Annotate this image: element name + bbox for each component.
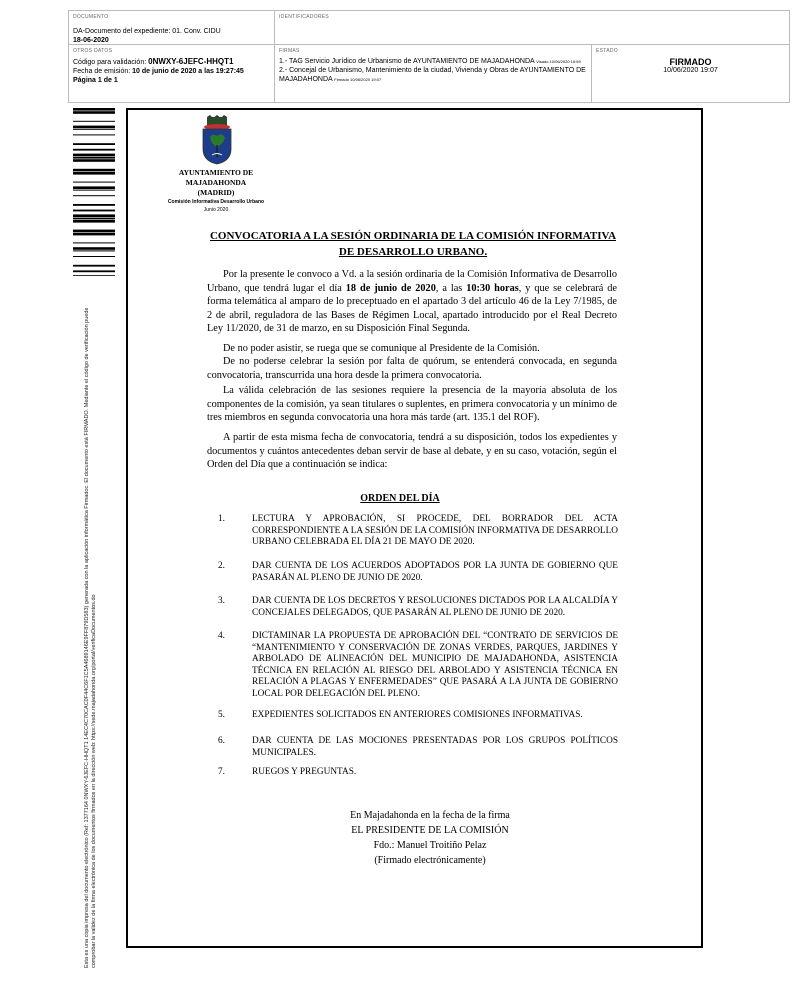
issue-date-label: Fecha de emisión: [73, 68, 131, 75]
agenda-item-number: 7. [218, 767, 225, 777]
paragraph-2: De no poder asistir, se ruega que se comunique al Presidente de la Comisión. [223, 343, 540, 354]
org-line-3: (MADRID) [197, 188, 235, 197]
signature-1 [279, 57, 587, 66]
signatures-label: FIRMAS [279, 48, 300, 54]
status-date: 10/06/2020 19:07 [663, 67, 718, 74]
org-commission: Comisión Informativa Desarrollo Urbano [167, 199, 265, 205]
barcode-image [73, 108, 115, 276]
agenda-item-number: 5. [218, 710, 225, 720]
signature-1-date: Visado 10/06/2020 16:59 [536, 59, 581, 64]
document-label: DOCUMENTO [73, 14, 109, 20]
p1-text-a: Por la presente le convoco a Vd. a la sesión ordinaria de la Comisión Informativa de Desarrollo Urbano, que tendrá lugar el día [207, 269, 617, 294]
agenda-item-text: DAR CUENTA DE LOS ACUERDOS ADOPTADOS POR LA JUNTA DE GOBIERNO QUE PASARÁN AL PLENO DE JUNIO DE 2020. [252, 561, 618, 583]
status-value: FIRMADO [669, 57, 712, 67]
meeting-time: 10:30 horas [466, 282, 519, 294]
paragraph-convocation [207, 268, 617, 339]
meeting-date: 18 de junio de 2020 [345, 282, 436, 294]
identifiers-label: IDENTIFICADORES [279, 14, 330, 20]
status-cell [592, 45, 789, 102]
other-data-cell [69, 45, 275, 102]
signature-2-date: Firmado 10/06/2020 19:07 [334, 77, 382, 82]
paragraph-1 [207, 268, 617, 336]
paragraph-documents [207, 431, 617, 475]
document-cell [69, 11, 275, 45]
agenda-item-text: EXPEDIENTES SOLICITADOS EN ANTERIORES COMISIONES INFORMATIVAS. [252, 710, 583, 720]
signature-2 [279, 66, 587, 84]
agenda-item-text: DICTAMINAR LA PROPUESTA DE APROBACIÓN DEL “CONTRATO DE SERVICIOS DE “MANTENIMIENTO Y CONSERVACIÓN DE ZONAS VERDES, PARQUES, JARDINES Y ARBOLADO DE ALINEACIÓN DEL MUNICIPIO DE MAJADAHONDA, ASISTENCIA TÉCNICA EN RELACIÓN AL RIESGO DEL ARBOLADO Y ASISTENCIA TÉCNICA EN RELACIÓN A PLAGAS Y ENFERMEDADES” QUE PASARÁ A LA JUNTA DE GOBIERNO LOCAL POR DELEGACIÓN DEL PLENO. [252, 631, 618, 699]
document-date: 18-06-2020 [73, 37, 109, 44]
signature-2-text: 2.- Concejal de Urbanismo, Mantenimiento de la ciudad, Vivienda y Obras de AYUNTAMIENTO DE MAJADAHONDA [279, 67, 586, 83]
paragraph-5: A partir de esta misma fecha de convocatoria, tendrá a su disposición, todos los expedientes y documentos y cuántos antecedentes deban servir de base al debate, y en su caso, votación, según el Orden del Día que a continuación se indica: [207, 432, 617, 470]
signature-block [300, 808, 560, 868]
signature-note: (Firmado electrónicamente) [374, 855, 486, 866]
agenda-item-text: RUEGOS Y PREGUNTAS. [252, 767, 357, 777]
validation-code-label: Código para validación: [73, 59, 147, 66]
agenda-item-text: DAR CUENTA DE LOS DECRETOS Y RESOLUCIONES DICTADOS POR LA ALCALDÍA Y CONCEJALES DELEGADOS, QUE PASARÁN AL PLENO DE JUNIO DE 2020. [252, 596, 618, 618]
document-name: DA-Documento del expediente: 01. Conv. CIDU [73, 28, 221, 35]
agenda-item-number: 4. [218, 631, 225, 641]
signature-1-text: 1.- TAG Servicio Jurídico de Urbanismo de AYUNTAMIENTO DE MAJADAHONDA [279, 58, 535, 65]
title-line-2: DE DESARROLLO URBANO. [338, 246, 488, 258]
org-date: Junio 2020 [203, 207, 229, 213]
p1-text-b: , a las [435, 282, 467, 294]
paragraph-3: De no poderse celebrar la sesión por falta de quórum, se entenderá convocada, en segunda convocatoria, transcurrida una hora desde la primera convocatoria. [207, 356, 617, 381]
agenda-item-number: 6. [218, 736, 225, 746]
paragraph-4: La válida celebración de las sesiones requiere la presencia de la mayoría absoluta de los componentes de la comisión, ya sean titulares o suplentes, en primera convocatoria y un mínimo de tres miembros en segunda convocatoria una hora más tarde (art. 135.1 del ROF). [207, 385, 617, 423]
signature-place: En Majadahonda en la fecha de la firma [350, 810, 510, 821]
issue-date-row [73, 67, 270, 76]
other-data-label: OTROS DATOS [73, 48, 113, 54]
page-title [190, 228, 636, 260]
org-line-2: MAJADAHONDA [185, 178, 247, 187]
coat-of-arms-icon [200, 115, 234, 165]
title-line-1: CONVOCATORIA A LA SESIÓN ORDINARIA DE LA COMISIÓN INFORMATIVA [209, 230, 617, 242]
paragraph-quorum [207, 355, 617, 385]
signatures-cell [275, 45, 592, 102]
status-label: ESTADO [596, 48, 618, 54]
page-count: Página 1 de 1 [73, 77, 118, 84]
agenda-item-number: 1. [218, 514, 225, 524]
agenda-item-number: 3. [218, 596, 225, 606]
p1-text-c: , y que se celebrará de forma telemática al amparo de lo preceptuado en el apartado 3 del artículo 46 de la Ley 7/1985, de 2 de abril, reguladora de las Bases de Régimen Local, apartado introducido por el Real Decreto Ley 11/2020, de 31 de marzo, en su Disposición Final Segunda. [207, 282, 617, 334]
issue-date: 10 de junio de 2020 a las 19:27:45 [132, 68, 244, 75]
agenda-item-text: LECTURA Y APROBACIÓN, SI PROCEDE, DEL BORRADOR DEL ACTA CORRESPONDIENTE A LA SESIÓN DE LA COMISIÓN INFORMATIVA DE DESARROLLO URBANO CELEBRADA EL DÍA 21 DE MAYO DE 2020. [252, 514, 618, 547]
validation-code: 0NWXY-6JEFC-HHQT1 [148, 57, 234, 66]
agenda-item-text: DAR CUENTA DE LAS MOCIONES PRESENTADAS POR LOS GRUPOS POLÍTICOS MUNICIPALES. [252, 736, 618, 758]
org-line-1: AYUNTAMIENTO DE [178, 168, 254, 177]
identifiers-cell [275, 11, 789, 45]
signature-role: EL PRESIDENTE DE LA COMISIÓN [351, 825, 509, 836]
paragraph-majority [207, 384, 617, 428]
validation-code-row [73, 57, 270, 67]
agenda-title: ORDEN DEL DÍA [360, 493, 440, 504]
document-header [68, 10, 790, 103]
organization-block [160, 168, 272, 214]
signature-name: Fdo.: Manuel Troitiño Pelaz [373, 840, 487, 851]
side-verification-text: Esta es una copia impresa del documento electrónico (Ref: 1377164 0NWXY-6JEFC-HHQT1 14EC4C70CAC0F44C6F1C5A4689146E9FF879D583) generada con la aplicación informática Firmadoc. El documento está FIRMADO. Mediante el código de verificación puede comprobar la validez de la firma electrónica de los documentos firmados en la dirección web: https://sede.majadahonda.org/portal/verificaDocumentos.do [84, 307, 97, 968]
agenda-item-number: 2. [218, 561, 225, 571]
